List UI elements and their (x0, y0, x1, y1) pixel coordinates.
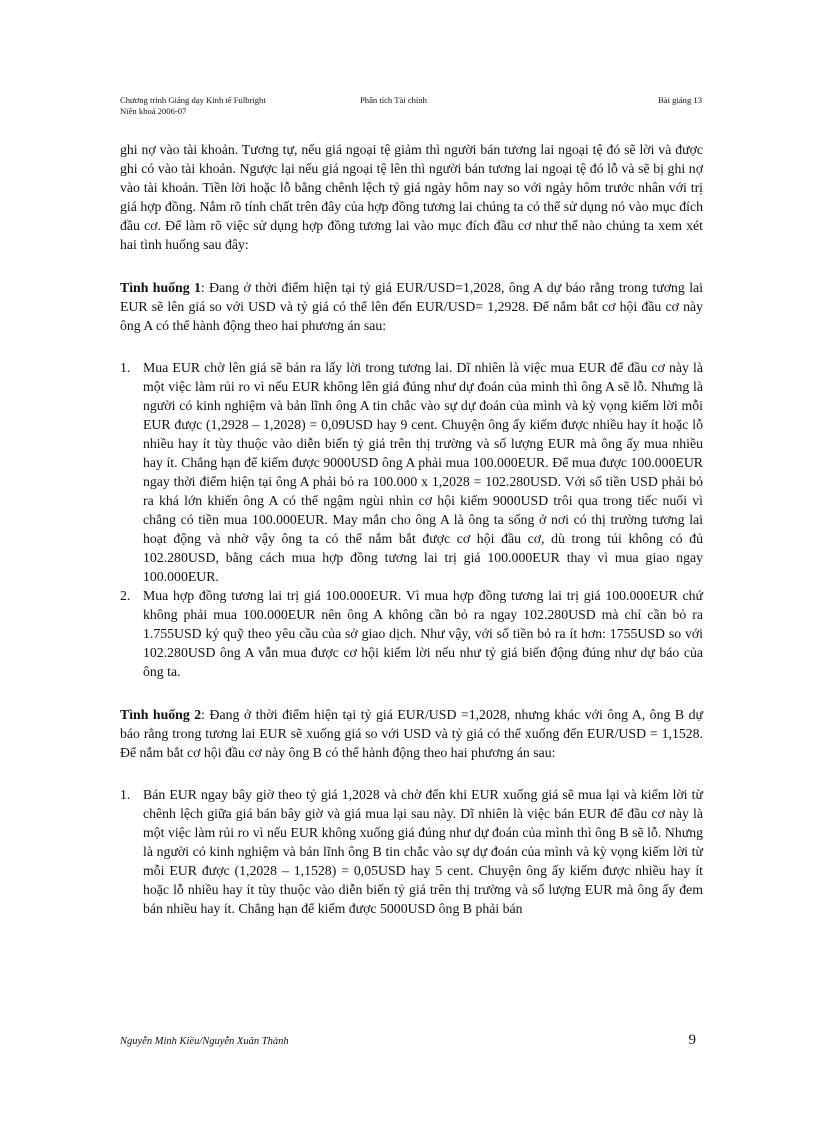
case-2-options (120, 785, 703, 918)
list-item-text: Mua hợp đồng tương lai trị giá 100.000EUR. Vì mua hợp đồng tương lai trị giá 100.000EUR chứ không phải mua 100.000EUR nên ông A không cần bỏ ra ngay 102.280USD mà chỉ cần bỏ ra 1.755USD ký quỹ theo yêu cầu của sở giao dịch. Như vậy, với số tiền bỏ ra ít hơn: 1755USD so với 102.280USD ông A vẫn mua được cơ hội kiếm lời nếu như tỷ giá biến động đúng như dự báo của ông ta. (143, 588, 703, 679)
list-item (120, 358, 703, 586)
intro-paragraph: ghi nợ vào tài khoản. Tương tự, nếu giá ngoại tệ giảm thì người bán tương lai ngoại tệ đó sẽ lời và được ghi có vào tài khoản. Ngược lại nếu giá ngoại tệ lên thì người bán tương lai ngoại tệ đó lỗ và sẽ bị ghi nợ vào tài khoản. Tiền lời hoặc lỗ bằng chênh lệch tỷ giá ngày hôm nay so với ngày hôm trước nhân với trị giá hợp đồng. Nắm rõ tính chất trên đây của hợp đồng tương lai chúng ta có thể sử dụng nó vào mục đích đầu cơ. Để làm rõ việc sử dụng hợp đồng tương lai vào mục đích đầu cơ như thế nào chúng ta xem xét hai tình huống sau đây: (120, 142, 703, 252)
footer-authors: Nguyễn Minh Kiều/Nguyễn Xuân Thành (120, 1036, 289, 1047)
list-number: 2. (120, 588, 131, 603)
list-item (120, 785, 703, 918)
header-subject: Phân tích Tài chính (360, 95, 427, 105)
header-year: Niên khoá 2006-07 (120, 106, 187, 116)
case-2-title: Tình huống 2 (120, 707, 202, 722)
page-body (120, 140, 703, 918)
page-footer (120, 1032, 696, 1049)
list-number: 1. (120, 787, 131, 802)
header-program: Chương trình Giảng dạy Kinh tế Fulbright (120, 95, 266, 105)
case-1-text: : Đang ở thời điểm hiện tại tỷ giá EUR/USD=1,2028, ông A dự báo rằng trong tương lai EUR sẽ lên giá so với USD và tỷ giá có thể lên đến EUR/USD= 1,2928. Để nắm bắt cơ hội đầu cơ này ông A có thể hành động theo hai phương án sau: (120, 280, 703, 333)
case-1-title: Tình huống 1 (120, 280, 201, 295)
case-1-options (120, 358, 703, 681)
list-item-text: Mua EUR chờ lên giá sẽ bán ra lấy lời trong tương lai. Dĩ nhiên là việc mua EUR để đầu cơ này là một việc làm rủi ro vì nếu EUR không lên giá đúng như dự đoán của mình thì ông A sẽ lỗ. Nhưng là người có kinh nghiệm và bản lĩnh ông A tin chắc vào sự dự đoán của mình và kỳ vọng kiếm lời mỗi EUR được (1,2928 – 1,2028) = 0,09USD hay 9 cent. Chuyện ông ấy kiếm được nhiều hay ít hoặc lỗ nhiều hay ít tùy thuộc vào diễn biến tỷ giá trên thị trường và số lượng EUR mà ông ấy mua nhiều hay ít. Chẳng hạn để kiếm được 9000USD ông A phải mua 100.000EUR. Để mua được 100.000EUR ngay thời điểm hiện tại ông A phải bỏ ra 100.000 x 1,2028 = 102.280USD. Với số tiền USD phải bỏ ra khá lớn khiến ông A có thể ngậm ngùi nhìn cơ hội kiếm 9000USD trôi qua trong tiếc nuối vì chẳng có tiền mua 100.000EUR. May mắn cho ông A là ông ta sống ở nơi có thị trường tương lai hoạt động và nhờ vậy ông ta có thể nắm bắt được cơ hội đầu cơ, dù trong túi không có đủ 102.280USD, bằng cách mua hợp đồng tương lai trị giá 100.000EUR thay vì mua giao ngay 100.000EUR. (143, 360, 703, 584)
list-item (120, 586, 703, 681)
case-2-paragraph (120, 705, 703, 762)
case-2-text: : Đang ở thời điểm hiện tại tỷ giá EUR/USD =1,2028, nhưng khác với ông A, ông B dự báo rằng trong tương lai EUR sẽ xuống giá so với USD và tỷ giá có thể xuống đến EUR/USD = 1,1528. Để nắm bắt cơ hội đầu cơ này ông B có thể hành động theo hai phương án sau: (120, 707, 703, 760)
page-header (120, 95, 702, 117)
list-number: 1. (120, 360, 131, 375)
case-1-paragraph (120, 278, 703, 335)
page-number: 9 (688, 1032, 696, 1048)
list-item-text: Bán EUR ngay bây giờ theo tỷ giá 1,2028 và chờ đến khi EUR xuống giá sẽ mua lại và kiếm lời từ chênh lệch giữa giá bán bây giờ và giá mua lại sau này. Dĩ nhiên là việc bán EUR để đầu cơ này là một việc làm rủi ro vì nếu EUR không xuống giá đúng như dự đoán của mình thì ông B sẽ lỗ. Nhưng là người có kinh nghiệm và bản lĩnh ông B tin chắc vào sự dự đoán của mình và kỳ vọng kiếm lời từ mỗi EUR được (1,2028 – 1,1528) = 0,05USD hay 5 cent. Chuyện ông ấy kiếm được nhiều hay ít hoặc lỗ nhiều hay ít tùy thuộc vào diễn biến tỷ giá trên thị trường và số lượng EUR mà ông ấy đem bán nhiều hay ít. Chẳng hạn để kiếm được 5000USD ông B phải bán (143, 787, 703, 916)
header-lecture: Bài giảng 13 (658, 95, 702, 105)
